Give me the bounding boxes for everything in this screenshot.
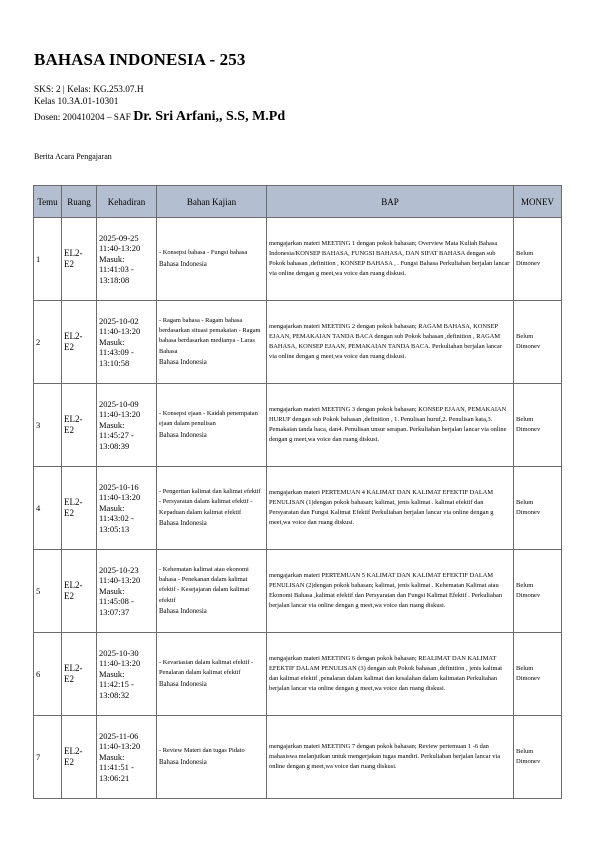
room-label: EL2- E2 <box>64 331 83 352</box>
cell-bap: mengajarkan materi MEETING 3 dengan pokok bahasan; KONSEP EJAAN, PEMAKAIAN HURUF dengan sub Pokok bahasan ,definition , 1. Penulisan huruf,2. Penulisan kata,3. Pemakaian tanda baca, dan4. Penulisan unsur serapan. Perkuliahan berjalan lancar via online dengan g meet,wa voice dan ruang diskusi. <box>267 384 514 467</box>
cell-temu: 1 <box>34 218 62 301</box>
attendance-time: 11:40-13:20 <box>99 492 141 503</box>
attendance-keluar: 13:06:21 <box>99 772 130 783</box>
cell-monev <box>514 218 562 301</box>
attendance-masuk-label: Masuk: <box>99 668 125 679</box>
material-course: Bahasa Indonesia <box>159 758 207 766</box>
section-title: Berita Acara Pengajaran <box>34 152 112 161</box>
cell-bahan-kajian <box>157 633 267 716</box>
material-course: Bahasa Indonesia <box>159 358 207 366</box>
attendance-masuk: 11:43:09 - <box>99 347 134 358</box>
attendance-keluar: 13:08:32 <box>99 689 130 700</box>
cell-ruang <box>62 550 97 633</box>
cell-temu: 6 <box>34 633 62 716</box>
material-course: Bahasa Indonesia <box>159 519 207 527</box>
lecturer-prefix: Dosen: 200410204 – SAF <box>34 113 131 123</box>
room-label: EL2- E2 <box>64 414 83 435</box>
monev-status: Belum Dimonev <box>516 582 541 599</box>
cell-bahan-kajian <box>157 467 267 550</box>
attendance-keluar: 13:18:08 <box>99 274 130 285</box>
table-row <box>34 550 562 633</box>
monev-status: Belum Dimonev <box>516 416 541 433</box>
cell-kehadiran <box>97 467 157 550</box>
cell-ruang <box>62 218 97 301</box>
cell-kehadiran <box>97 716 157 799</box>
cell-kehadiran <box>97 301 157 384</box>
attendance-time: 11:40-13:20 <box>99 243 141 254</box>
attendance-date: 2025-10-23 <box>99 564 139 575</box>
material-topics: - Ragam bahasa - Ragam bahasa berdasarkan situasi pemakaian - Ragam bahasa berdasarkan medianya - Laras Bahasa <box>159 316 261 355</box>
cell-bap: mengajarkan materi PERTEMUAN 4 KALIMAT DAN KALIMAT EFEKTIF DALAM PENULISAN (1)dengan pokok bahasan; kalimat, jenis kalimat . kalimat efektif dan Persyaratan dan Fungsi Kalimat Efektif Perkuliahan berjalan lancar via online dengan g meet,wa voice dan ruang diskusi. <box>267 467 514 550</box>
attendance-date: 2025-09-25 <box>99 232 139 243</box>
material-topics: - Konsepsi bahasa - Fungsi bahasa <box>159 249 248 257</box>
room-label: EL2- E2 <box>64 497 83 518</box>
monev-status: Belum Dimonev <box>516 748 541 765</box>
cell-bap: mengajarkan materi PERTEMUAN 5 KALIMAT DAN KALIMAT EFEKTIF DALAM PENULISAN (2)dengan pokok bahasan; kalimat, jenis kalimat . Kehematan Kalimat atau Ekonomi Bahasa ,kalimat efektif dan Persyaratan dan Fungsi Kalimat Efektif . Perkuliahan berjalan lancar via online dengan g meet,wa voice dan ruang diskusi. <box>267 550 514 633</box>
attendance-keluar: 13:05:13 <box>99 523 130 534</box>
table-row <box>34 716 562 799</box>
attendance-masuk-label: Masuk: <box>99 336 125 347</box>
attendance-date: 2025-11-06 <box>99 730 139 741</box>
table-row <box>34 384 562 467</box>
cell-kehadiran <box>97 218 157 301</box>
attendance-masuk: 11:42:15 - <box>99 679 134 690</box>
cell-monev <box>514 467 562 550</box>
course-title: BAHASA INDONESIA - 253 <box>34 50 246 69</box>
attendance-masuk: 11:45:27 - <box>99 430 134 441</box>
header-kehadiran: Kehadiran <box>97 186 157 218</box>
attendance-date: 2025-10-30 <box>99 647 139 658</box>
cell-ruang <box>62 384 97 467</box>
sks-info: SKS: 2 | Kelas: KG.253.07.H <box>34 85 144 95</box>
material-course: Bahasa Indonesia <box>159 607 207 615</box>
cell-bap: mengajarkan materi MEETING 6 dengan pokok bahasan; REALIMAT DAN KALIMAT EFEKTIF DALAM PENULISAN (3) dengan sub Pokok bahasan ,definition , jenis kalimat dan kalimat efektif ,penalaran dalam kalimat dan kesalahan dalam kalimatan Perkuliahan berjalan lancar via online dengan g meet,wa voice dan ruang diskusi. <box>267 633 514 716</box>
attendance-masuk-label: Masuk: <box>99 585 125 596</box>
attendance-masuk: 11:43:02 - <box>99 513 134 524</box>
attendance-masuk-label: Masuk: <box>99 751 125 762</box>
attendance-masuk-label: Masuk: <box>99 502 125 513</box>
cell-temu: 2 <box>34 301 62 384</box>
table-row <box>34 633 562 716</box>
header-monev: MONEV <box>514 186 562 218</box>
attendance-time: 11:40-13:20 <box>99 409 141 420</box>
cell-bahan-kajian <box>157 716 267 799</box>
cell-temu: 5 <box>34 550 62 633</box>
cell-temu: 7 <box>34 716 62 799</box>
cell-temu: 4 <box>34 467 62 550</box>
attendance-time: 11:40-13:20 <box>99 658 141 669</box>
attendance-time: 11:40-13:20 <box>99 741 141 752</box>
attendance-masuk: 11:45:08 - <box>99 596 134 607</box>
attendance-time: 11:40-13:20 <box>99 575 141 586</box>
attendance-masuk: 11:41:03 - <box>99 264 134 275</box>
cell-monev <box>514 550 562 633</box>
cell-ruang <box>62 633 97 716</box>
cell-bahan-kajian <box>157 218 267 301</box>
material-course: Bahasa Indonesia <box>159 260 207 268</box>
room-label: EL2- E2 <box>64 248 83 269</box>
header-bap: BAP <box>267 186 514 218</box>
lecturer-name: Dr. Sri Arfani,, S.S, M.Pd <box>133 109 286 124</box>
attendance-masuk-label: Masuk: <box>99 253 125 264</box>
cell-bahan-kajian <box>157 384 267 467</box>
room-label: EL2- E2 <box>64 580 83 601</box>
material-topics: - Kehematan kalimat atau ekonomi bahasa - Penekanan dalam kalimat efektif - Kesejajaran dalam kalimat efektif <box>159 565 250 604</box>
cell-ruang <box>62 716 97 799</box>
attendance-date: 2025-10-09 <box>99 398 139 409</box>
monev-status: Belum Dimonev <box>516 250 541 267</box>
material-course: Bahasa Indonesia <box>159 431 207 439</box>
table-header-row <box>34 186 562 218</box>
attendance-date: 2025-10-02 <box>99 315 139 326</box>
attendance-keluar: 13:10:58 <box>99 357 130 368</box>
attendance-masuk-label: Masuk: <box>99 419 125 430</box>
cell-kehadiran <box>97 384 157 467</box>
attendance-keluar: 13:08:39 <box>99 440 130 451</box>
table-row <box>34 301 562 384</box>
cell-monev <box>514 301 562 384</box>
header-temu: Temu <box>34 186 62 218</box>
cell-bahan-kajian <box>157 301 267 384</box>
room-label: EL2- E2 <box>64 746 83 767</box>
attendance-date: 2025-10-16 <box>99 481 139 492</box>
class-info: Kelas 10.3A.01-10301 <box>34 97 119 107</box>
monev-status: Belum Dimonev <box>516 499 541 516</box>
cell-ruang <box>62 467 97 550</box>
cell-bap: mengajarkan materi MEETING 7 dengan pokok bahasan; Review pertemuan 1 -6 dan mahasiswa melanjutkan untuk mengerjakan tugas mandiri. Perkuliahan berjalan lancar via online dengan g meet,wa voice dan ruang diskusi. <box>267 716 514 799</box>
attendance-keluar: 13:07:37 <box>99 606 130 617</box>
table-row <box>34 467 562 550</box>
cell-ruang <box>62 301 97 384</box>
material-topics: - Kevariasian dalam kalimat efektif - Penalaran dalam kalimat efektif <box>159 659 254 677</box>
material-topics: - Pengertian kalimat dan kalimat efektif - Persyaratan dalam kalimat efektif - Kepaduan dalam kalimat efektif <box>159 488 261 516</box>
cell-monev <box>514 384 562 467</box>
table-row <box>34 218 562 301</box>
material-course: Bahasa Indonesia <box>159 680 207 688</box>
cell-monev <box>514 716 562 799</box>
monev-status: Belum Dimonev <box>516 665 541 682</box>
attendance-masuk: 11:41:51 - <box>99 762 134 773</box>
cell-kehadiran <box>97 633 157 716</box>
header-ruang: Ruang <box>62 186 97 218</box>
attendance-time: 11:40-13:20 <box>99 326 141 337</box>
cell-monev <box>514 633 562 716</box>
cell-bap: mengajarkan materi MEETING 1 dengan pokok bahasan; Overview Mata Kuliah Bahasa Indonesia/KONSEP BAHASA, FUNGSI BAHASA, DAN SIFAT BAHASA dengan sub Pokok bahasan ,definition , KONSEP BAHASA , . Fungsi Bahasa Perkuliahan berjalan lancar via online dengan g meet,wa voice dan ruang diskusi. <box>267 218 514 301</box>
lecturer-info <box>34 111 285 124</box>
material-topics: - Konsepsi ejaan - Kaidah penempatan ejaan dalam penulisan <box>159 410 258 428</box>
cell-kehadiran <box>97 550 157 633</box>
header-bahan-kajian: Bahan Kajian <box>157 186 267 218</box>
cell-temu: 3 <box>34 384 62 467</box>
material-topics: - Review Materi dan tugas Pidato <box>159 747 245 755</box>
monev-status: Belum Dimonev <box>516 333 541 350</box>
cell-bahan-kajian <box>157 550 267 633</box>
teaching-report-table <box>33 185 562 799</box>
room-label: EL2- E2 <box>64 663 83 684</box>
cell-bap: mengajarkan materi MEETING 2 dengan pokok bahasan; RAGAM BAHASA, KONSEP EJAAN, PEMAKAIAN TANDA BACA dengan sub Pokok bahasan ,definition , RAGAM BAHASA, KONSEP EJAAN, PEMAKAIAN TANDA BACA. Perkuliahan berjalan lancar via online dengan g meet,wa voice dan ruang diskusi. <box>267 301 514 384</box>
